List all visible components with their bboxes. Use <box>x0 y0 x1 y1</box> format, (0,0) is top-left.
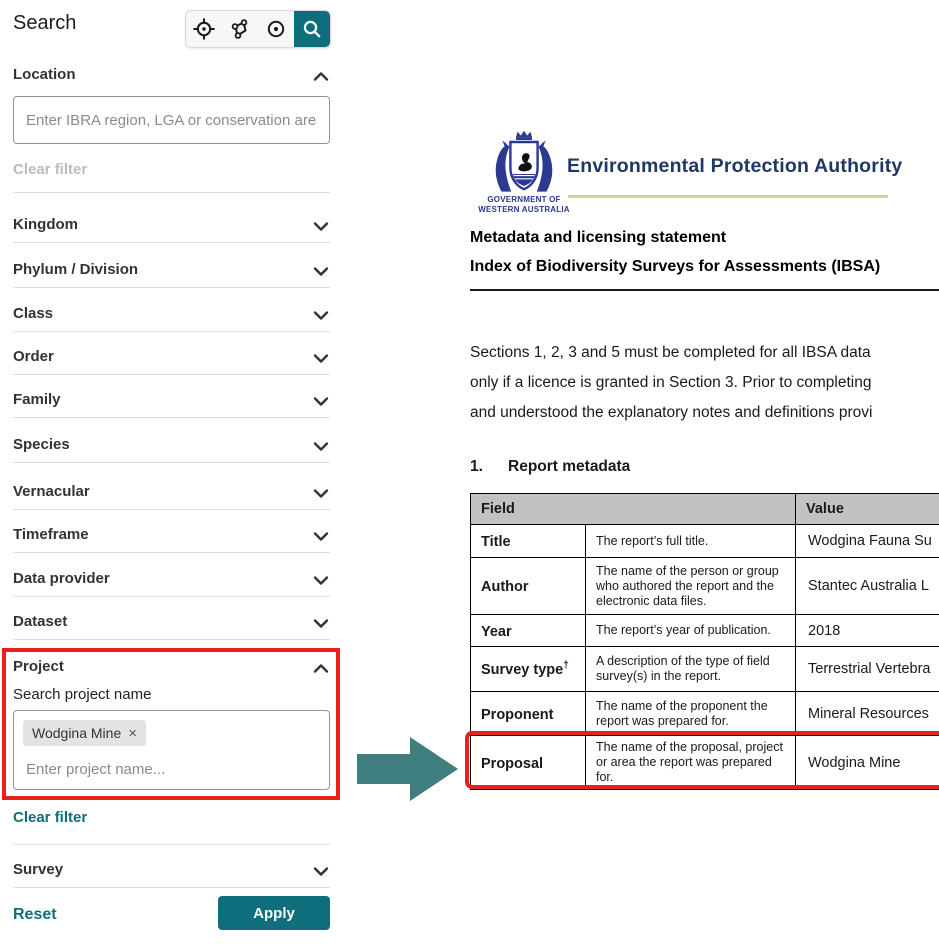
sidebar-section-species[interactable] <box>13 436 330 463</box>
agency-title: Environmental Protection Authority <box>567 155 903 177</box>
report-metadata-table <box>470 493 939 790</box>
section-label: Order <box>13 348 54 365</box>
field-name: Author <box>481 578 529 595</box>
section-label: Data provider <box>13 570 110 587</box>
section-label: Species <box>13 436 70 453</box>
section-label: Class <box>13 305 54 322</box>
divider <box>13 844 330 845</box>
sidebar-section-dataset[interactable] <box>13 613 330 640</box>
chevron-down-icon <box>312 216 330 236</box>
project-clear-filter-link[interactable]: Clear filter <box>13 809 88 826</box>
section-number: 1. <box>470 458 483 475</box>
field-description: The name of the person or group who authored the report and the electronic data files. <box>586 558 796 615</box>
chevron-up-icon <box>312 658 330 680</box>
table-row-title <box>471 525 939 558</box>
project-name-input[interactable] <box>15 757 315 782</box>
section-title: Report metadata <box>508 458 631 475</box>
field-value: Wodgina Fauna Su <box>796 525 939 558</box>
field-name: Survey type <box>481 661 564 678</box>
intro-line: and understood the explanatory notes and definitions provi <box>470 404 873 421</box>
chevron-down-icon <box>312 261 330 281</box>
field-value: 2018 <box>796 615 939 647</box>
divider <box>13 192 330 193</box>
point-buffer-button[interactable] <box>258 11 294 47</box>
intro-line: only if a licence is granted in Section 3. Prior to completing <box>470 374 872 391</box>
crosshair-locate-button[interactable] <box>186 11 222 47</box>
section-label: Family <box>13 391 61 408</box>
sidebar-section-class[interactable] <box>13 305 330 332</box>
sidebar-section-location[interactable] <box>13 66 330 88</box>
section-label: Vernacular <box>13 483 90 500</box>
reset-link[interactable]: Reset <box>13 906 57 923</box>
section-label: Location <box>13 66 76 83</box>
field-column-header: Field <box>471 494 796 525</box>
field-value: Terrestrial Vertebra <box>796 647 939 692</box>
location-search-input[interactable] <box>13 96 330 144</box>
draw-polygon-button[interactable] <box>222 11 258 47</box>
search-icon <box>300 17 324 41</box>
chevron-down-icon <box>312 483 330 503</box>
section-label: Timeframe <box>13 526 89 543</box>
table-row-proponent <box>471 692 939 736</box>
location-clear-filter-link: Clear filter <box>13 161 88 178</box>
field-description: The name of the proponent the report was prepared for. <box>586 692 796 736</box>
chevron-down-icon <box>312 305 330 325</box>
section-label: Phylum / Division <box>13 261 139 278</box>
chevron-down-icon <box>312 570 330 590</box>
project-search-label: Search project name <box>13 686 152 703</box>
remove-tag-icon[interactable]: × <box>128 724 138 742</box>
project-tag <box>23 720 146 746</box>
point-buffer-icon <box>264 17 288 41</box>
sidebar-section-kingdom[interactable] <box>13 216 330 243</box>
chevron-up-icon <box>312 66 330 88</box>
project-tag-input-box[interactable] <box>13 710 330 790</box>
panel-title: Search <box>13 12 77 34</box>
section-label: Dataset <box>13 613 68 630</box>
sidebar-section-project[interactable] <box>13 658 330 680</box>
value-column-header: Value <box>796 494 939 525</box>
wa-coat-of-arms-icon <box>484 129 564 195</box>
field-name: Proponent <box>481 706 554 723</box>
draw-polygon-icon <box>228 17 252 41</box>
table-row-year <box>471 615 939 647</box>
document-heading-line1: Metadata and licensing statement <box>470 229 727 246</box>
field-name: Title <box>481 533 511 550</box>
intro-line: Sections 1, 2, 3 and 5 must be completed for all IBSA data <box>470 344 871 361</box>
chevron-down-icon <box>312 861 330 881</box>
document-preview <box>470 0 939 951</box>
document-heading-rule <box>470 289 939 291</box>
field-value: Mineral Resources <box>796 692 939 736</box>
chevron-down-icon <box>312 391 330 411</box>
search-button[interactable] <box>294 11 330 47</box>
field-name: Proposal <box>481 755 544 772</box>
table-header-row <box>471 494 939 525</box>
field-description: A description of the type of field survey(s) in the report. <box>586 647 796 692</box>
chevron-down-icon <box>312 436 330 456</box>
project-tag-label: Wodgina Mine <box>32 725 122 741</box>
apply-button[interactable]: Apply <box>218 896 330 930</box>
field-description: The report’s year of publication. <box>586 615 796 647</box>
table-row-author <box>471 558 939 615</box>
field-footnote-marker: † <box>563 660 569 672</box>
field-description: The report’s full title. <box>586 525 796 558</box>
document-heading-line2: Index of Biodiversity Surveys for Assessments (IBSA) <box>470 258 881 275</box>
crest-caption-line1: GOVERNMENT OF <box>487 195 561 204</box>
sidebar-section-data-provider[interactable] <box>13 570 330 597</box>
crosshair-locate-icon <box>192 17 216 41</box>
sidebar-section-order[interactable] <box>13 348 330 375</box>
field-value: Wodgina Mine <box>796 736 939 790</box>
field-description: The name of the proposal, project or area the report was prepared for. <box>586 736 796 790</box>
document-intro-paragraph <box>470 338 872 428</box>
section-label: Kingdom <box>13 216 78 233</box>
sidebar-section-vernacular[interactable] <box>13 483 330 510</box>
crest-caption-line2: WESTERN AUSTRALIA <box>478 205 570 214</box>
table-row-survey-type <box>471 647 939 692</box>
field-name: Year <box>481 623 512 640</box>
search-filter-panel <box>0 0 342 951</box>
sidebar-section-family[interactable] <box>13 391 330 418</box>
table-row-proposal <box>471 736 939 790</box>
field-value: Stantec Australia L <box>796 558 939 615</box>
sidebar-section-survey[interactable] <box>13 861 330 888</box>
section-heading <box>470 458 630 476</box>
section-label: Project <box>13 658 64 675</box>
callout-arrow-icon <box>357 736 459 802</box>
chevron-down-icon <box>312 526 330 546</box>
chevron-down-icon <box>312 348 330 368</box>
chevron-down-icon <box>312 613 330 633</box>
agency-title-rule <box>568 195 888 198</box>
crest-caption <box>456 195 592 215</box>
map-search-toolbar <box>185 10 331 48</box>
section-label: Survey <box>13 861 64 878</box>
sidebar-section-phylum-division[interactable] <box>13 261 330 288</box>
sidebar-section-timeframe[interactable] <box>13 526 330 553</box>
